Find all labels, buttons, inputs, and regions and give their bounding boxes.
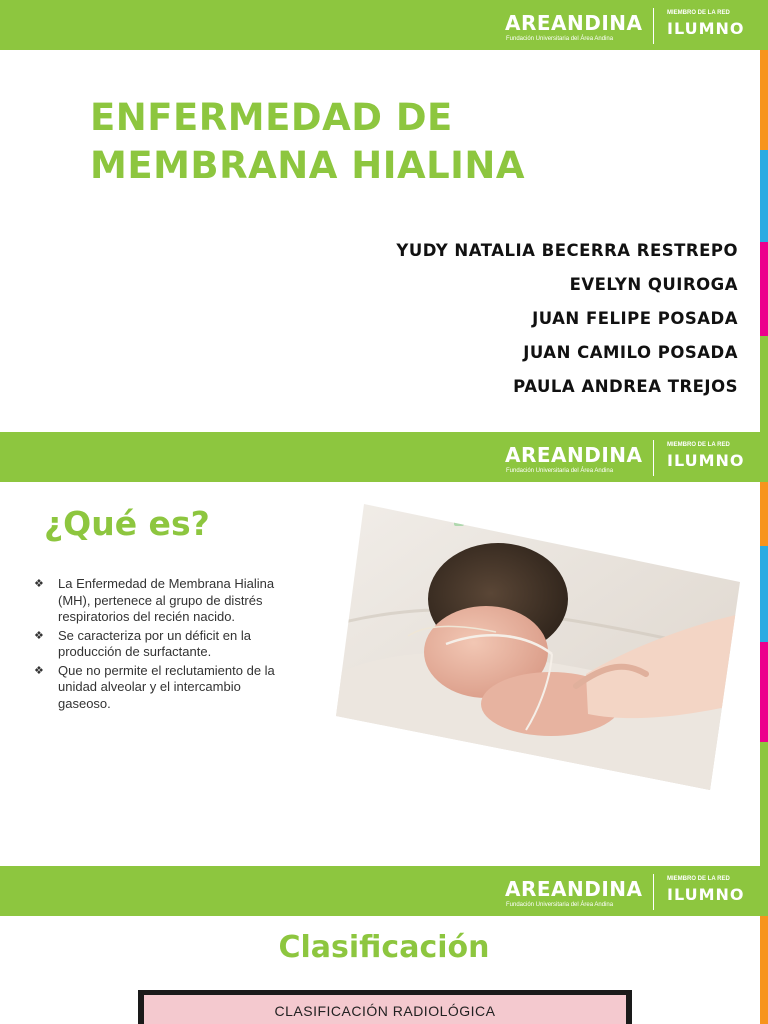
slide-classification	[0, 866, 768, 1024]
list-item	[34, 628, 284, 661]
newborn-photo	[336, 504, 740, 790]
header-bar	[0, 866, 768, 916]
presentation-title: ENFERMEDAD DE MEMBRANA HIALINA	[90, 96, 526, 187]
stripe-orange	[760, 482, 768, 546]
brand-name: AREANDINA	[505, 877, 643, 901]
network-name: ILUMNO	[667, 885, 745, 904]
brand-logo	[505, 440, 755, 476]
stripe-blue	[760, 546, 768, 642]
stripe-orange	[760, 50, 768, 150]
diamond-bullet-icon: ❖	[34, 578, 44, 590]
header-bar	[0, 0, 768, 50]
bullet-text: Se caracteriza por un déficit en la producción de surfactante.	[58, 627, 251, 659]
stripe-green	[760, 742, 768, 866]
bullet-text: Que no permite el reclutamiento de la unidad alveolar y el intercambio gaseoso.	[58, 662, 275, 711]
logo-divider	[653, 874, 654, 910]
brand-name: AREANDINA	[505, 443, 643, 467]
table-header-label: CLASIFICACIÓN RADIOLÓGICA	[274, 1003, 496, 1019]
stripe-pink	[760, 242, 768, 336]
brand-name: AREANDINA	[505, 11, 643, 35]
stripe-green	[760, 336, 768, 432]
diamond-bullet-icon: ❖	[34, 664, 44, 677]
network-label: MIEMBRO DE LA RED	[667, 442, 730, 448]
diamond-bullet-icon: ❖	[34, 629, 44, 642]
network-label: MIEMBRO DE LA RED	[667, 10, 730, 16]
author-name: JUAN CAMILO POSADA	[523, 343, 738, 362]
author-name: YUDY NATALIA BECERRA RESTREPO	[396, 241, 738, 260]
list-item	[34, 663, 284, 713]
author-name: EVELYN QUIROGA	[569, 275, 738, 294]
list-item	[34, 576, 284, 626]
brand-logo	[505, 874, 755, 910]
header-bar	[0, 432, 768, 482]
network-name: ILUMNO	[667, 19, 745, 38]
author-name: PAULA ANDREA TREJOS	[513, 377, 738, 396]
brand-subtitle: Fundación Universitaria del Área Andina	[506, 902, 614, 908]
brand-logo	[505, 8, 755, 44]
slide-definition	[0, 432, 768, 866]
author-list	[396, 234, 738, 404]
bullet-text: La Enfermedad de Membrana Hialina (MH), pertenece al grupo de distrés respiratorios del recién nacido.	[58, 576, 275, 624]
logo-divider	[653, 440, 654, 476]
brand-subtitle: Fundación Universitaria del Área Andina	[506, 36, 614, 42]
stripe-blue	[760, 150, 768, 242]
bullet-list	[34, 576, 284, 714]
network-name: ILUMNO	[667, 451, 745, 470]
network-label: MIEMBRO DE LA RED	[667, 876, 730, 882]
stripe-pink	[760, 642, 768, 742]
author-name: JUAN FELIPE POSADA	[532, 309, 738, 328]
slide-heading: Clasificación	[278, 930, 490, 965]
table-header	[144, 995, 626, 1024]
logo-divider	[653, 8, 654, 44]
slide-heading: ¿Qué es?	[44, 504, 210, 543]
slide-title	[0, 0, 768, 432]
classification-table	[138, 990, 632, 1024]
brand-subtitle: Fundación Universitaria del Área Andina	[506, 468, 614, 474]
